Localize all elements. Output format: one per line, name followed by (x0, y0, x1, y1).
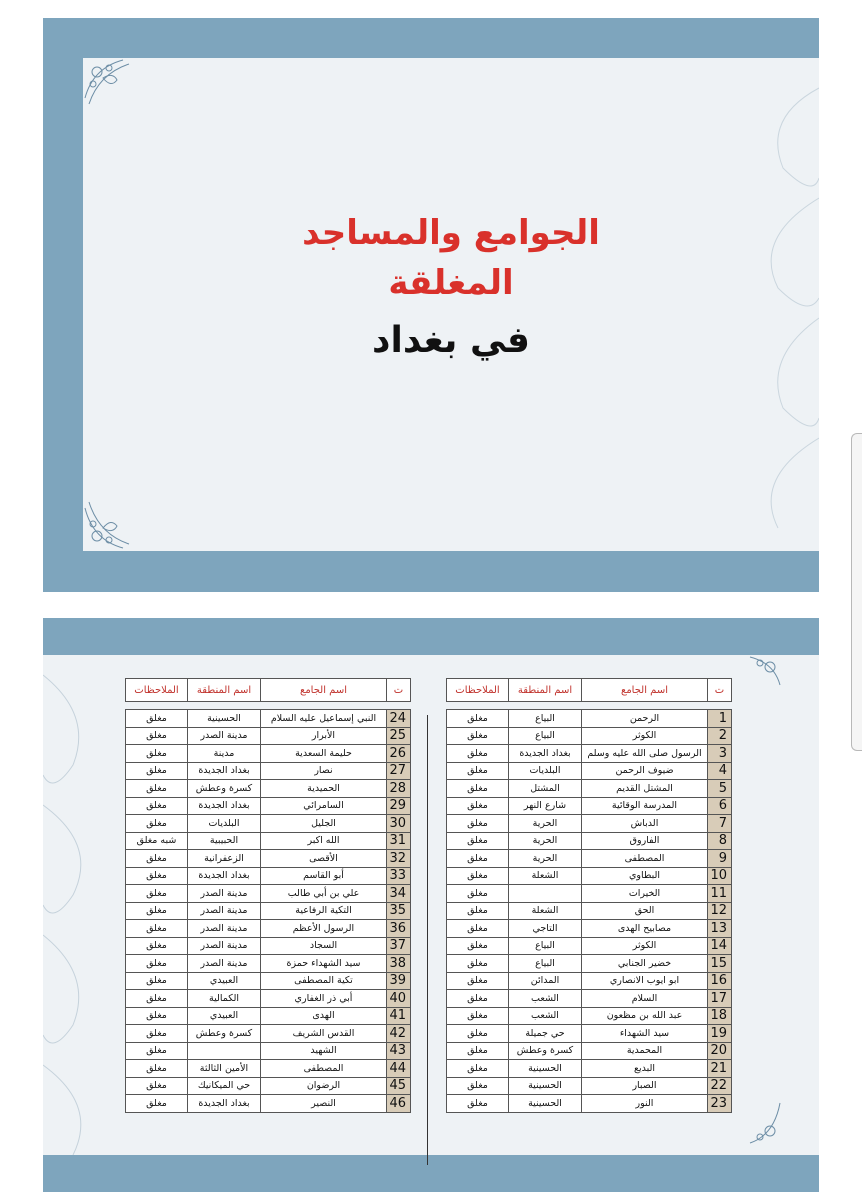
table-row (126, 745, 411, 763)
row-number: 26 (387, 745, 411, 763)
table-row (126, 1077, 411, 1095)
corner-ornament-icon (738, 655, 782, 699)
row-notes: مغلق (126, 710, 188, 728)
row-number: 43 (387, 1042, 411, 1060)
table-row (447, 937, 732, 955)
area-name: الأمين الثالثة (188, 1060, 261, 1078)
area-name: البياع (509, 955, 582, 973)
row-number: 25 (387, 727, 411, 745)
table-row (126, 1095, 411, 1113)
row-notes: مغلق (447, 990, 509, 1008)
row-number: 27 (387, 762, 411, 780)
mosque-name: النبي إسماعيل عليه السلام (261, 710, 387, 728)
row-notes: مغلق (126, 727, 188, 745)
mosque-name: التكية الرفاعية (261, 902, 387, 920)
row-number: 40 (387, 990, 411, 1008)
table-row (126, 972, 411, 990)
mosque-name: الكوثر (582, 727, 708, 745)
mosque-name: أبو القاسم (261, 867, 387, 885)
mosque-name: سيد الشهداء حمزة (261, 955, 387, 973)
area-name: كسرة وعطش (188, 780, 261, 798)
scrollbar-handle[interactable] (851, 433, 862, 751)
area-name: حي جميلة (509, 1025, 582, 1043)
row-notes: مغلق (126, 1077, 188, 1095)
table-row (447, 815, 732, 833)
header-mosque: اسم الجامع (582, 679, 708, 702)
table-row (126, 710, 411, 728)
area-name: مدينة الصدر (188, 885, 261, 903)
mosque-name: المحمدية (582, 1042, 708, 1060)
row-number: 19 (708, 1025, 732, 1043)
table-row (126, 1025, 411, 1043)
row-notes: مغلق (447, 937, 509, 955)
mosque-name: النور (582, 1095, 708, 1113)
table-row (447, 955, 732, 973)
mosque-name: الرسول الأعظم (261, 920, 387, 938)
row-notes: مغلق (447, 885, 509, 903)
table-row (447, 1095, 732, 1113)
row-notes: مغلق (126, 1007, 188, 1025)
row-number: 22 (708, 1077, 732, 1095)
area-name: شارع النهر (509, 797, 582, 815)
title-line-2: المغلقة (388, 263, 514, 303)
row-number: 37 (387, 937, 411, 955)
area-name: المشتل (509, 780, 582, 798)
mosque-name: الجليل (261, 815, 387, 833)
area-name: بغداد الجديدة (188, 1095, 261, 1113)
row-number: 23 (708, 1095, 732, 1113)
row-number: 42 (387, 1025, 411, 1043)
table-row (447, 1060, 732, 1078)
area-name (509, 885, 582, 903)
row-number: 14 (708, 937, 732, 955)
row-notes: مغلق (447, 955, 509, 973)
header-num: ت (708, 679, 732, 702)
row-number: 39 (387, 972, 411, 990)
mosque-name: الأقصى (261, 850, 387, 868)
row-number: 13 (708, 920, 732, 938)
table-row (447, 1077, 732, 1095)
header-area: اسم المنطقة (509, 679, 582, 702)
area-name: مدينة الصدر (188, 920, 261, 938)
mosque-name: الصبار (582, 1077, 708, 1095)
row-notes: مغلق (447, 815, 509, 833)
mosque-name: الله اكبر (261, 832, 387, 850)
table-header-row (126, 679, 411, 702)
row-notes: مغلق (447, 920, 509, 938)
table-row (447, 780, 732, 798)
mosque-name: المصطفى (582, 850, 708, 868)
mosque-name: الرسول صلى الله عليه وسلم (582, 745, 708, 763)
cover-title (83, 58, 819, 551)
row-number: 20 (708, 1042, 732, 1060)
mosque-name: الخيرات (582, 885, 708, 903)
row-number: 29 (387, 797, 411, 815)
mosque-name: السجاد (261, 937, 387, 955)
mosque-name: الدباش (582, 815, 708, 833)
row-notes: مغلق (126, 972, 188, 990)
row-number: 45 (387, 1077, 411, 1095)
table-inner (43, 655, 819, 1155)
row-notes: مغلق (447, 1077, 509, 1095)
row-notes: مغلق (447, 1007, 509, 1025)
mosque-name: مصابيح الهدى (582, 920, 708, 938)
area-name: الحبيبية (188, 832, 261, 850)
mosque-name: حليمة السعدية (261, 745, 387, 763)
cover-inner (83, 58, 819, 551)
row-number: 5 (708, 780, 732, 798)
row-notes: مغلق (126, 797, 188, 815)
row-notes: مغلق (126, 762, 188, 780)
header-num: ت (387, 679, 411, 702)
table-row (126, 815, 411, 833)
column-divider (427, 715, 428, 1165)
header-notes: الملاحظات (126, 679, 188, 702)
row-notes: شبه مغلق (126, 832, 188, 850)
mosque-name: البطاوي (582, 867, 708, 885)
row-notes: مغلق (126, 955, 188, 973)
area-name: بغداد الجديدة (188, 867, 261, 885)
table-row (126, 727, 411, 745)
area-name: الشعلة (509, 902, 582, 920)
row-number: 1 (708, 710, 732, 728)
mosque-name: الشهيد (261, 1042, 387, 1060)
row-number: 2 (708, 727, 732, 745)
table-row (447, 885, 732, 903)
mosque-name: الأبرار (261, 727, 387, 745)
background-pattern-icon (43, 655, 123, 1155)
mosque-name: نصار (261, 762, 387, 780)
table-header-row (447, 679, 732, 702)
table-row (447, 990, 732, 1008)
table-row (126, 902, 411, 920)
table-row (447, 727, 732, 745)
table-row (126, 780, 411, 798)
row-notes: مغلق (447, 797, 509, 815)
mosque-name: الفاروق (582, 832, 708, 850)
row-notes: مغلق (447, 832, 509, 850)
table-row (447, 1042, 732, 1060)
row-notes: مغلق (447, 972, 509, 990)
title-line-3: في بغداد (372, 320, 530, 361)
table-row (126, 867, 411, 885)
mosque-name: المشتل القديم (582, 780, 708, 798)
mosque-name: الرحمن (582, 710, 708, 728)
mosque-name: الهدى (261, 1007, 387, 1025)
row-number: 34 (387, 885, 411, 903)
row-notes: مغلق (126, 1042, 188, 1060)
row-notes: مغلق (126, 1025, 188, 1043)
area-name: مدينة الصدر (188, 955, 261, 973)
mosque-name: البديع (582, 1060, 708, 1078)
area-name (188, 1042, 261, 1060)
row-notes: مغلق (447, 850, 509, 868)
row-number: 38 (387, 955, 411, 973)
area-name: مدينة (188, 745, 261, 763)
row-notes: مغلق (447, 867, 509, 885)
table-row (126, 1007, 411, 1025)
row-number: 3 (708, 745, 732, 763)
table-row (126, 850, 411, 868)
row-number: 12 (708, 902, 732, 920)
row-notes: مغلق (447, 762, 509, 780)
row-notes: مغلق (126, 867, 188, 885)
row-notes: مغلق (447, 710, 509, 728)
table-row (447, 972, 732, 990)
mosque-table-left (125, 678, 411, 1113)
mosque-name: المصطفى (261, 1060, 387, 1078)
area-name: كسرة وعطش (509, 1042, 582, 1060)
row-number: 17 (708, 990, 732, 1008)
area-name: الحسينية (509, 1095, 582, 1113)
area-name: الشعب (509, 990, 582, 1008)
row-number: 24 (387, 710, 411, 728)
table-row (126, 955, 411, 973)
row-number: 41 (387, 1007, 411, 1025)
mosque-name: خضير الجنابي (582, 955, 708, 973)
row-number: 9 (708, 850, 732, 868)
area-name: الحسينية (509, 1077, 582, 1095)
row-notes: مغلق (447, 902, 509, 920)
table-row (126, 762, 411, 780)
table-row (126, 920, 411, 938)
row-notes: مغلق (126, 1095, 188, 1113)
row-number: 6 (708, 797, 732, 815)
mosque-name: الحميدية (261, 780, 387, 798)
table-row (447, 832, 732, 850)
row-number: 11 (708, 885, 732, 903)
area-name: بغداد الجديدة (188, 762, 261, 780)
table-row (126, 1042, 411, 1060)
mosque-name: عبد الله بن مظعون (582, 1007, 708, 1025)
area-name: مدينة الصدر (188, 937, 261, 955)
area-name: العبيدي (188, 972, 261, 990)
table-row (447, 920, 732, 938)
area-name: الشعب (509, 1007, 582, 1025)
mosque-name: السامرائي (261, 797, 387, 815)
row-number: 32 (387, 850, 411, 868)
row-number: 4 (708, 762, 732, 780)
table-row (126, 832, 411, 850)
row-number: 33 (387, 867, 411, 885)
mosque-name: تكية المصطفى (261, 972, 387, 990)
row-notes: مغلق (447, 727, 509, 745)
row-notes: مغلق (126, 885, 188, 903)
mosque-name: علي بن أبي طالب (261, 885, 387, 903)
row-notes: مغلق (447, 1060, 509, 1078)
row-notes: مغلق (126, 920, 188, 938)
mosque-name: ضيوف الرحمن (582, 762, 708, 780)
mosque-name: السلام (582, 990, 708, 1008)
mosque-name: ابو ايوب الانصاري (582, 972, 708, 990)
title-line-1: الجوامع والمساجد (302, 213, 600, 253)
row-number: 7 (708, 815, 732, 833)
row-notes: مغلق (447, 1042, 509, 1060)
area-name: كسرة وعطش (188, 1025, 261, 1043)
table-row (126, 885, 411, 903)
area-name: مدينة الصدر (188, 727, 261, 745)
table-row (447, 867, 732, 885)
row-number: 36 (387, 920, 411, 938)
area-name: بغداد الجديدة (188, 797, 261, 815)
header-mosque: اسم الجامع (261, 679, 387, 702)
area-name: الزعفرانية (188, 850, 261, 868)
area-name: العبيدي (188, 1007, 261, 1025)
row-number: 31 (387, 832, 411, 850)
area-name: مدينة الصدر (188, 902, 261, 920)
row-number: 18 (708, 1007, 732, 1025)
area-name: الشعلة (509, 867, 582, 885)
table-row (447, 850, 732, 868)
mosque-name: سيد الشهداء (582, 1025, 708, 1043)
area-name: البياع (509, 937, 582, 955)
row-notes: مغلق (126, 850, 188, 868)
table-row (126, 937, 411, 955)
area-name: الحرية (509, 815, 582, 833)
row-number: 10 (708, 867, 732, 885)
area-name: البياع (509, 727, 582, 745)
row-number: 35 (387, 902, 411, 920)
row-notes: مغلق (126, 937, 188, 955)
mosque-table-right (446, 678, 732, 1113)
area-name: حي الميكانيك (188, 1077, 261, 1095)
row-number: 44 (387, 1060, 411, 1078)
area-name: الحسينية (188, 710, 261, 728)
row-notes: مغلق (126, 902, 188, 920)
table-page (43, 618, 819, 1192)
table-row (126, 1060, 411, 1078)
table-row (447, 710, 732, 728)
row-notes: مغلق (447, 1025, 509, 1043)
row-number: 8 (708, 832, 732, 850)
mosque-name: النصير (261, 1095, 387, 1113)
row-notes: مغلق (126, 745, 188, 763)
corner-ornament-icon (738, 1095, 782, 1145)
mosque-name: الرضوان (261, 1077, 387, 1095)
row-number: 15 (708, 955, 732, 973)
area-name: الحرية (509, 832, 582, 850)
row-number: 30 (387, 815, 411, 833)
row-notes: مغلق (126, 1060, 188, 1078)
area-name: البياع (509, 710, 582, 728)
table-row (447, 762, 732, 780)
table-row (447, 745, 732, 763)
area-name: البلديات (188, 815, 261, 833)
header-notes: الملاحظات (447, 679, 509, 702)
row-notes: مغلق (126, 780, 188, 798)
mosque-name: أبي ذر الغفاري (261, 990, 387, 1008)
row-notes: مغلق (447, 745, 509, 763)
table-row (447, 1007, 732, 1025)
row-number: 46 (387, 1095, 411, 1113)
row-notes: مغلق (447, 1095, 509, 1113)
area-name: الكمالية (188, 990, 261, 1008)
row-number: 21 (708, 1060, 732, 1078)
table-row (447, 902, 732, 920)
mosque-name: المدرسة الوقائية (582, 797, 708, 815)
table-row (126, 797, 411, 815)
row-notes: مغلق (447, 780, 509, 798)
area-name: الحرية (509, 850, 582, 868)
area-name: التاجي (509, 920, 582, 938)
row-notes: مغلق (126, 815, 188, 833)
area-name: المدائن (509, 972, 582, 990)
table-row (447, 797, 732, 815)
table-row (126, 990, 411, 1008)
mosque-name: الكوثر (582, 937, 708, 955)
area-name: الحسينية (509, 1060, 582, 1078)
cover-page (43, 18, 819, 592)
mosque-name: الحق (582, 902, 708, 920)
table-row (447, 1025, 732, 1043)
mosque-name: القدس الشريف (261, 1025, 387, 1043)
row-number: 16 (708, 972, 732, 990)
row-notes: مغلق (126, 990, 188, 1008)
area-name: البلديات (509, 762, 582, 780)
area-name: بغداد الجديدة (509, 745, 582, 763)
row-number: 28 (387, 780, 411, 798)
header-area: اسم المنطقة (188, 679, 261, 702)
